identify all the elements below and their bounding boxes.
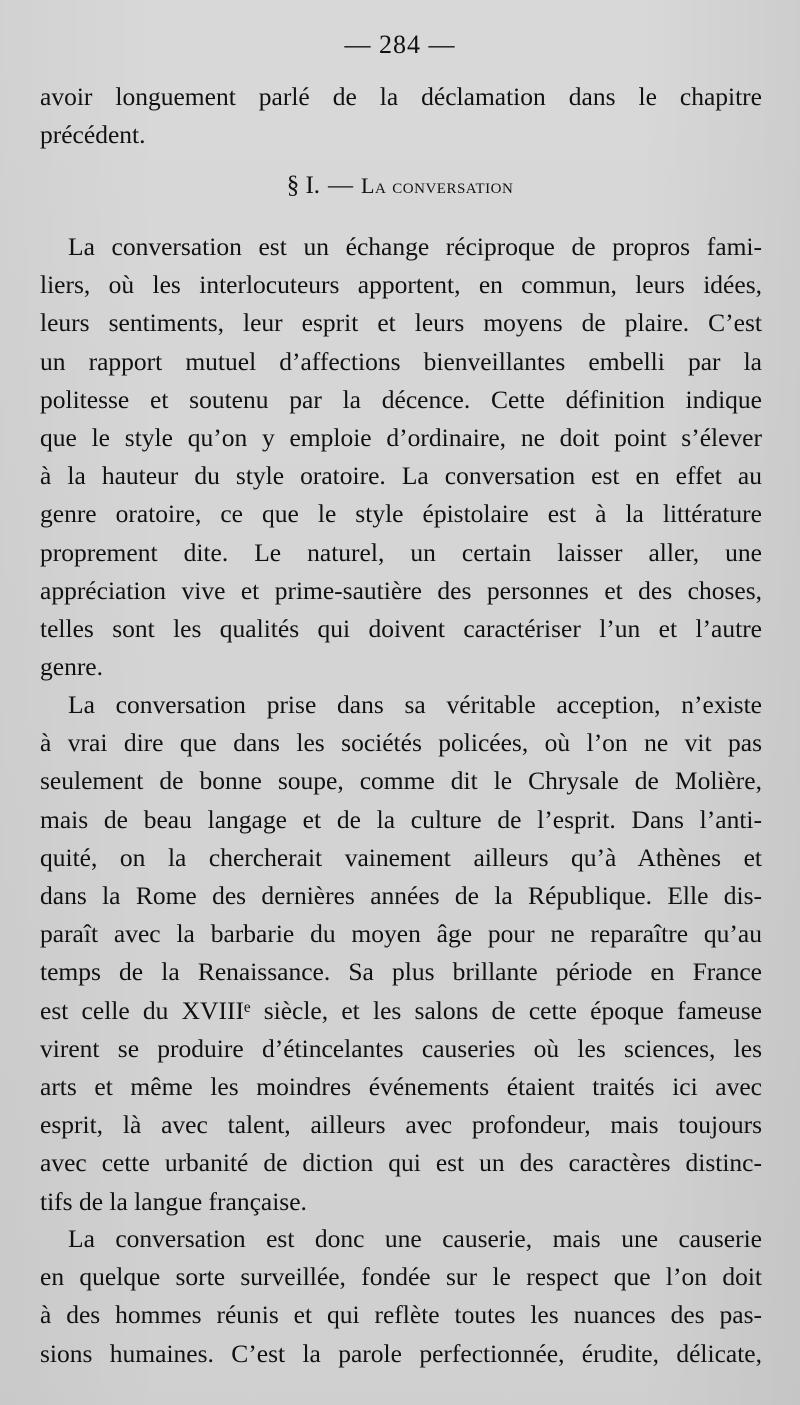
section-title: La conversation <box>361 173 514 198</box>
text-line: tifs de la langue française. <box>40 1186 307 1216</box>
text-line: temps de la Renaissance. Sa plus brillante période en France <box>40 957 762 987</box>
paragraph-1 <box>40 228 762 686</box>
text-line: sions humaines. C’est la parole perfectionnée, érudite, délicate, <box>40 1338 762 1368</box>
text-line: à vrai dire que dans les sociétés policées, où l’on ne vit pas <box>40 728 762 758</box>
text-line: esprit, là avec talent, ailleurs avec profondeur, mais toujours <box>40 1110 762 1140</box>
text-line: dans la Rome des dernières années de la République. Elle dis- <box>40 881 762 911</box>
text-line: mais de beau langage et de la culture de l’esprit. Dans l’anti- <box>40 804 762 834</box>
text-line: quité, on la chercherait vainement ailleurs qu’à Athènes et <box>40 842 762 872</box>
text-line: à la hauteur du style oratoire. La conversation est en effet au <box>40 461 762 491</box>
text-line: à des hommes réunis et qui reflète toutes les nuances des pas- <box>40 1300 762 1330</box>
text-line: avec cette urbanité de diction qui est un des caractères distinc- <box>40 1148 762 1178</box>
text-line: virent se produire d’étincelantes causeries où les sciences, les <box>40 1033 762 1063</box>
text-line: que le style qu’on y emploie d’ordinaire, ne doit point s’élever <box>40 423 762 453</box>
text-line: genre. <box>40 652 104 682</box>
text-line: un rapport mutuel d’affections bienveillantes embelli par la <box>40 346 762 376</box>
text-line: est celle du XVIIIᵉ siècle, et les salons de cette époque fameuse <box>40 995 762 1025</box>
text-line: seulement de bonne soupe, comme dit le Chrysale de Molière, <box>40 766 762 796</box>
section-number: § I. <box>286 172 321 199</box>
text-line: leurs sentiments, leur esprit et leurs moyens de plaire. C’est <box>40 308 762 338</box>
text-line: La conversation est un échange réciproque de propros fami- <box>68 232 762 261</box>
text-line: précédent. <box>40 120 146 150</box>
paragraph-2 <box>40 686 762 1221</box>
page-number: — 284 — <box>344 30 456 59</box>
text-line: telles sont les qualités qui doivent caractériser l’un et l’autre <box>40 614 762 644</box>
text-line: liers, où les interlocuteurs apportent, en commun, leurs idées, <box>40 270 762 300</box>
text-line: La conversation est donc une causerie, mais une causerie <box>68 1224 762 1253</box>
text-line: en quelque sorte surveillée, fondée sur le respect que l’on doit <box>40 1262 762 1292</box>
text-line: proprement dite. Le naturel, un certain laisser aller, une <box>40 537 762 567</box>
section-heading <box>0 172 800 200</box>
text-line: politesse et soutenu par la décence. Cette définition indique <box>40 384 762 414</box>
section-separator: — <box>328 172 354 199</box>
text-line: paraît avec la barbarie du moyen âge pour ne reparaître qu’au <box>40 919 762 949</box>
text-line: arts et même les moindres événements étaient traités ici avec <box>40 1072 762 1102</box>
text-line: La conversation prise dans sa véritable acception, n’existe <box>68 690 762 719</box>
intro-text <box>40 78 762 154</box>
text-line: genre oratoire, ce que le style épistolaire est à la littérature <box>40 499 762 529</box>
paragraph-3 <box>40 1220 762 1373</box>
text-line: avoir longuement parlé de la déclamation dans le chapitre <box>40 82 762 111</box>
text-line: appréciation vive et prime-sautière des personnes et des choses, <box>40 575 762 605</box>
